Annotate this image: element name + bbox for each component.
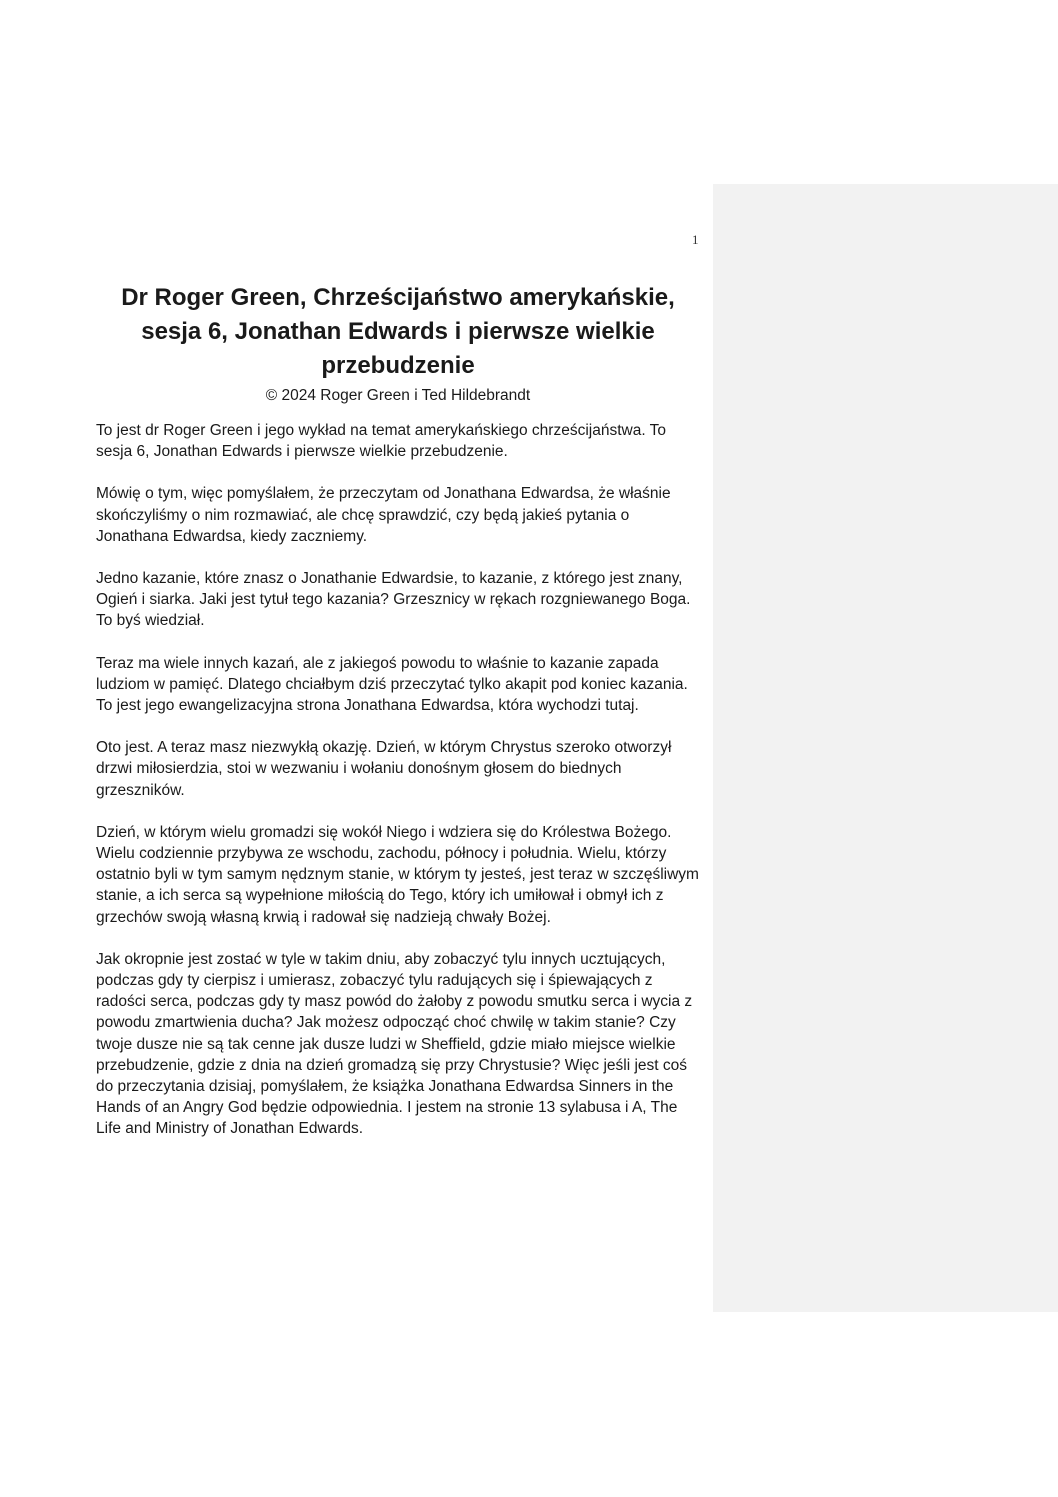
document-title: Dr Roger Green, Chrześcijaństwo amerykańskie, sesja 6, Jonathan Edwards i pierwsze wielkie przebudzenie	[121, 284, 675, 379]
comment-margin-pane	[713, 184, 1058, 1312]
paragraph: Oto jest. A teraz masz niezwykłą okazję. Dzień, w którym Chrystus szeroko otworzył drzwi miłosierdzia, stoi w wezwaniu i wołaniu donośnym głosem do biednych grzeszników.	[96, 739, 672, 799]
document-body	[96, 420, 700, 1161]
paragraph: Teraz ma wiele innych kazań, ale z jakiegoś powodu to właśnie to kazanie zapada ludziom w pamięć. Dlatego chciałbym dziś przeczytać tylko akapit pod koniec kazania. To jest jego ewangelizacyjna strona Jonathana Edwardsa, która wychodzi tutaj.	[96, 654, 688, 715]
paragraph: Dzień, w którym wielu gromadzi się wokół Niego i wdziera się do Królestwa Bożego. Wielu codziennie przybywa ze wschodu, zachodu, północy i południa. Wielu, którzy ostatnio byli w tym samym nędznym stanie, w którym ty jesteś, jest teraz w szczęśliwym stanie, a ich serca są wypełnione miłością do Tego, który ich umiłował i obmył ich z grzechów swoją własną krwią i radował się nadzieją chwały Bożej.	[96, 823, 699, 926]
paragraph: To jest dr Roger Green i jego wykład na temat amerykańskiego chrześcijaństwa. To sesja 6, Jonathan Edwards i pierwsze wielkie przebudzenie.	[96, 422, 667, 461]
paragraph: Jedno kazanie, które znasz o Jonathanie Edwardsie, to kazanie, z którego jest znany, Ogień i siarka. Jaki jest tytuł tego kazania? Grzesznicy w rękach rozgniewanego Boga. To byś wiedział.	[96, 570, 691, 630]
page-number: 1	[692, 232, 699, 247]
copyright-line: © 2024 Roger Green i Ted Hildebrandt	[265, 387, 531, 404]
paragraph: Mówię o tym, więc pomyślałem, że przeczytam od Jonathana Edwardsa, że właśnie skończyliśmy o nim rozmawiać, ale chcę sprawdzić, czy będą jakieś pytania o Jonathana Edwardsa, kiedy zaczniemy.	[96, 485, 671, 545]
paragraph: Jak okropnie jest zostać w tyle w takim dniu, aby zobaczyć tylu innych ucztujących, podczas gdy ty cierpisz i umierasz, zobaczyć tylu radujących się i śpiewających z radości serca, podczas gdy ty masz powód do żałoby z powodu smutku serca i wycia z powodu zmartwienia ducha? Jak możesz odpocząć choć chwilę w takim stanie? Czy twoje dusze nie są tak cenne jak dusze ludzi w Sheffield, gdzie miało miejsce wielkie przebudzenie, gdzie z dnia na dzień gromadzą się przy Chrystusie? Więc jeśli jest coś do przeczytania dzisiaj, pomyślałem, że książka Jonathana Edwardsa Sinners in the Hands of an Angry God będzie odpowiednia. I jestem na stronie 13 sylabusa i A, The Life and Ministry of Jonathan Edwards.	[96, 950, 693, 1138]
